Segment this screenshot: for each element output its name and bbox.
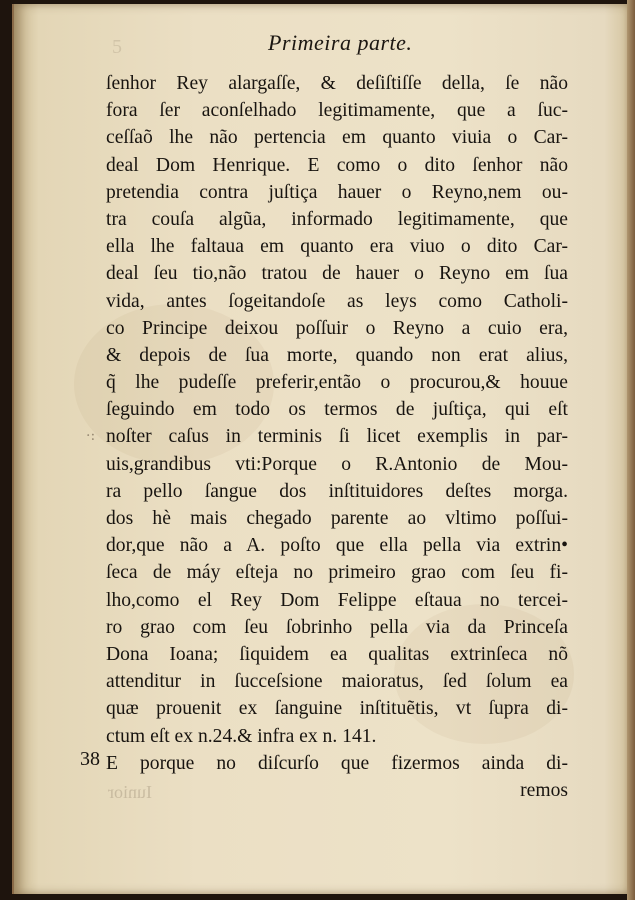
text-line: dor,que não a A. poſto que ella pella via extrin• — [106, 535, 568, 557]
body-text — [106, 70, 568, 804]
text-line: pretendia contra juſtiça hauer o Reyno,nem ou- — [106, 181, 568, 203]
text-line: co Principe deixou poſſuir o Reyno a cuio era, — [106, 317, 568, 339]
text-line: deal Dom Henrique. E como o dito ſenhor não — [106, 154, 568, 176]
text-line: E porque no diſcurſo que fizermos ainda di- — [106, 752, 568, 774]
catchword: remos — [520, 779, 568, 801]
text-line: quæ prouenit ex ſanguine inſtituẽtis, vt ſupra di- — [106, 698, 568, 720]
text-line: ella lhe faltaua em quanto era viuo o dito Car- — [106, 236, 568, 258]
text-line: tra couſa algũa, informado legitimamente, que — [106, 208, 568, 230]
text-line: ceſſaõ lhe não pertencia em quanto viuia o Car- — [106, 127, 568, 149]
text-line: vida, antes ſogeitandoſe as leys como Catholi- — [106, 290, 568, 312]
facing-page-edge — [627, 0, 635, 900]
margin-mark: ·: — [86, 428, 96, 444]
text-line: ro grao com ſeu ſobrinho pella via da Princeſa — [106, 616, 568, 638]
text-line: ſeguindo em todo os termos de juſtiça, qui eſt — [106, 399, 568, 421]
text-line: dos hè mais chegado parente ao vltimo poſſui- — [106, 508, 568, 529]
text-line: Dona Ioana; ſiquidem ea qualitas extrinſeca nõ — [106, 643, 568, 665]
text-line: deal ſeu tio,não tratou de hauer o Reyno em ſua — [106, 263, 568, 285]
text-line: fora ſer aconſelhado legitimamente, que a ſuc- — [106, 100, 568, 122]
bleed-through-mark: 5 — [112, 36, 122, 58]
text-line: lho,como el Rey Dom Felippe eſtaua no tercei- — [106, 589, 568, 611]
page-number: 38 — [80, 748, 100, 770]
text-line: attenditur in ſucceſsione maioratus, ſed ſolum ea — [106, 671, 568, 693]
text-line: ra pello ſangue dos inſtituidores deſtes morga. — [106, 480, 568, 502]
text-line: ctum eſt ex n.24.& infra ex n. 141. — [106, 725, 377, 747]
text-line: noſter caſus in terminis ſi licet exemplis in par- — [106, 426, 568, 448]
text-line: & depois de ſua morte, quando non erat alius, — [106, 344, 568, 366]
text-line: q̃ lhe pudeſſe preferir,então o procurou,& houue — [106, 372, 568, 394]
text-line: ſeca de máy eſteja no primeiro grao com ſeu fi- — [106, 562, 568, 584]
text-line: ſenhor Rey alargaſſe, & deſiſtiſſe della, ſe não — [106, 73, 568, 94]
bleed-through-mark: Iunior — [108, 782, 152, 802]
running-head: Primeira parte. — [268, 30, 413, 55]
text-line: uis,grandibus vti:Porque o R.Antonio de Mou- — [106, 453, 568, 475]
